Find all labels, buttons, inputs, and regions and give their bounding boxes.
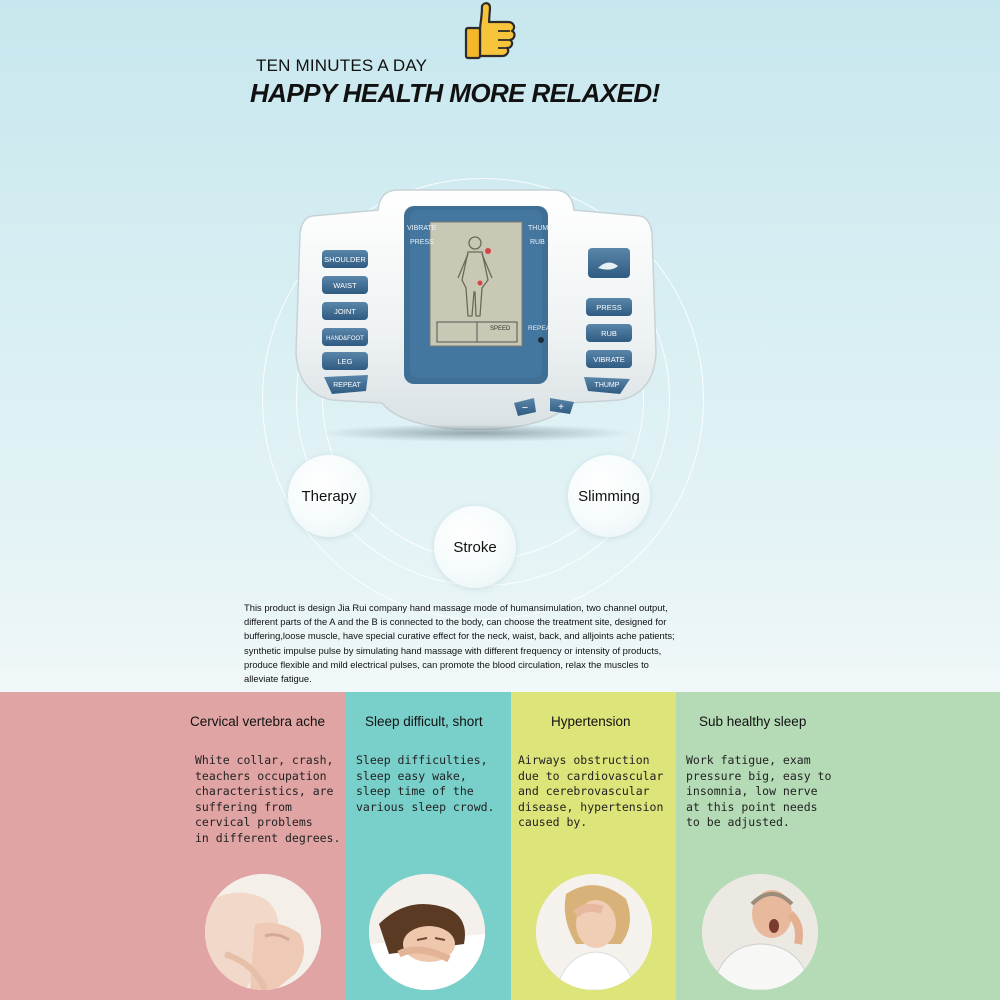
description-line: alleviate fatigue. — [244, 673, 312, 685]
vibrate-button-label: VIBRATE — [593, 355, 625, 364]
description-line: different parts of the A and the B is connected to the body, can choose the treatment site, designed for — [244, 616, 667, 628]
panel-cervical — [0, 692, 345, 1000]
panel-text-line: Work fatigue, exam — [686, 753, 811, 767]
headline-main: HAPPY HEALTH MORE RELAXED! — [250, 78, 660, 108]
panel-title: Hypertension — [551, 714, 631, 729]
product-description — [244, 601, 724, 686]
screen-label-thump: THUMP — [528, 225, 553, 232]
bubble-slimming: Slimming — [568, 455, 650, 537]
panel-title: Sleep difficult, short — [365, 714, 483, 729]
panel-text-line: to be adjusted. — [686, 815, 790, 830]
panel-text-line: White collar, crash, — [195, 753, 334, 767]
description-line: synthetic impulse pulse by simulating hand massage with different frequency or intensity of products, — [244, 644, 662, 656]
press-button-label: PRESS — [596, 303, 622, 312]
panel-sub-healthy-sleep — [676, 692, 1000, 1000]
panel-text — [356, 753, 494, 815]
panel-text-line: teachers occupation — [195, 768, 327, 783]
speed-label: SPEED — [490, 326, 511, 332]
neck-pain-photo — [205, 874, 321, 990]
device-shadow — [318, 424, 634, 442]
description-line: buffering,loose muscle, have special curative effect for the neck, waist, back, and alljoints ache patients; — [244, 630, 675, 642]
description-line: produce flexible and mild electrical pulses, can promote the blood circulation, relax the muscles to — [244, 658, 649, 670]
panel-text-line: insomnia, low nerve — [686, 784, 818, 799]
sleeping-woman-photo — [369, 874, 485, 990]
thump-button-label: THUMP — [594, 382, 620, 389]
panel-text-line: Sleep difficulties, — [356, 753, 488, 767]
leg-button-label: LEG — [337, 357, 353, 366]
bubble-stroke: Stroke — [434, 506, 516, 588]
panel-text — [195, 753, 340, 847]
screen-label-rub: RUB — [530, 239, 545, 246]
headache-woman-photo — [536, 874, 652, 990]
panel-text-line: disease, hypertension — [518, 799, 664, 814]
screen-label-vibrate: VIBRATE — [407, 225, 437, 232]
shoulder-button-label: SHOULDER — [324, 255, 366, 264]
panel-text-line: in different degrees. — [195, 830, 341, 845]
thumbs-up-icon — [458, 0, 524, 66]
panel-text-line: cervical problems — [195, 815, 313, 830]
bubble-therapy: Therapy — [288, 455, 370, 537]
panel-text-line: due to cardiovascular — [518, 768, 664, 783]
panel-text-line: and cerebrovascular — [518, 784, 650, 799]
repeat-button-label: REPEAT — [333, 382, 361, 389]
joint-button-label: JOINT — [334, 307, 356, 316]
panel-text — [518, 753, 663, 831]
yawning-man-photo — [702, 874, 818, 990]
panel-hypertension — [511, 692, 676, 1000]
panel-text-line: suffering from — [195, 799, 292, 814]
massager-device — [292, 188, 660, 430]
headline-small: TEN MINUTES A DAY — [256, 56, 428, 75]
description-line: This product is design Jia Rui company hand massage mode of humansimulation, two channel output, — [244, 602, 668, 613]
panel-text-line: various sleep crowd. — [356, 799, 495, 814]
screen-label-press: PRESS — [410, 239, 434, 246]
panel-text — [686, 753, 831, 831]
plus-button-label: + — [558, 402, 564, 413]
panel-text-line: at this point needs — [686, 799, 818, 814]
panel-text-line: caused by. — [518, 815, 588, 830]
rub-button-label: RUB — [601, 329, 617, 338]
minus-button-label: − — [521, 402, 529, 414]
panel-text-line: sleep easy wake, — [356, 768, 467, 783]
hand-foot-button-label: HAND&FOOT — [326, 336, 364, 342]
panel-text-line: pressure big, easy to — [686, 768, 832, 783]
waist-button-label: WAIST — [333, 281, 357, 290]
panel-text-line: sleep time of the — [356, 784, 474, 799]
panel-sleep-difficult — [345, 692, 511, 1000]
panel-title: Cervical vertebra ache — [190, 714, 326, 729]
panel-text-line: characteristics, are — [195, 784, 334, 799]
panel-text-line: Airways obstruction — [518, 753, 650, 767]
screen-label-repeat: REPEAT — [528, 325, 554, 332]
panel-title: Sub healthy sleep — [699, 714, 807, 729]
